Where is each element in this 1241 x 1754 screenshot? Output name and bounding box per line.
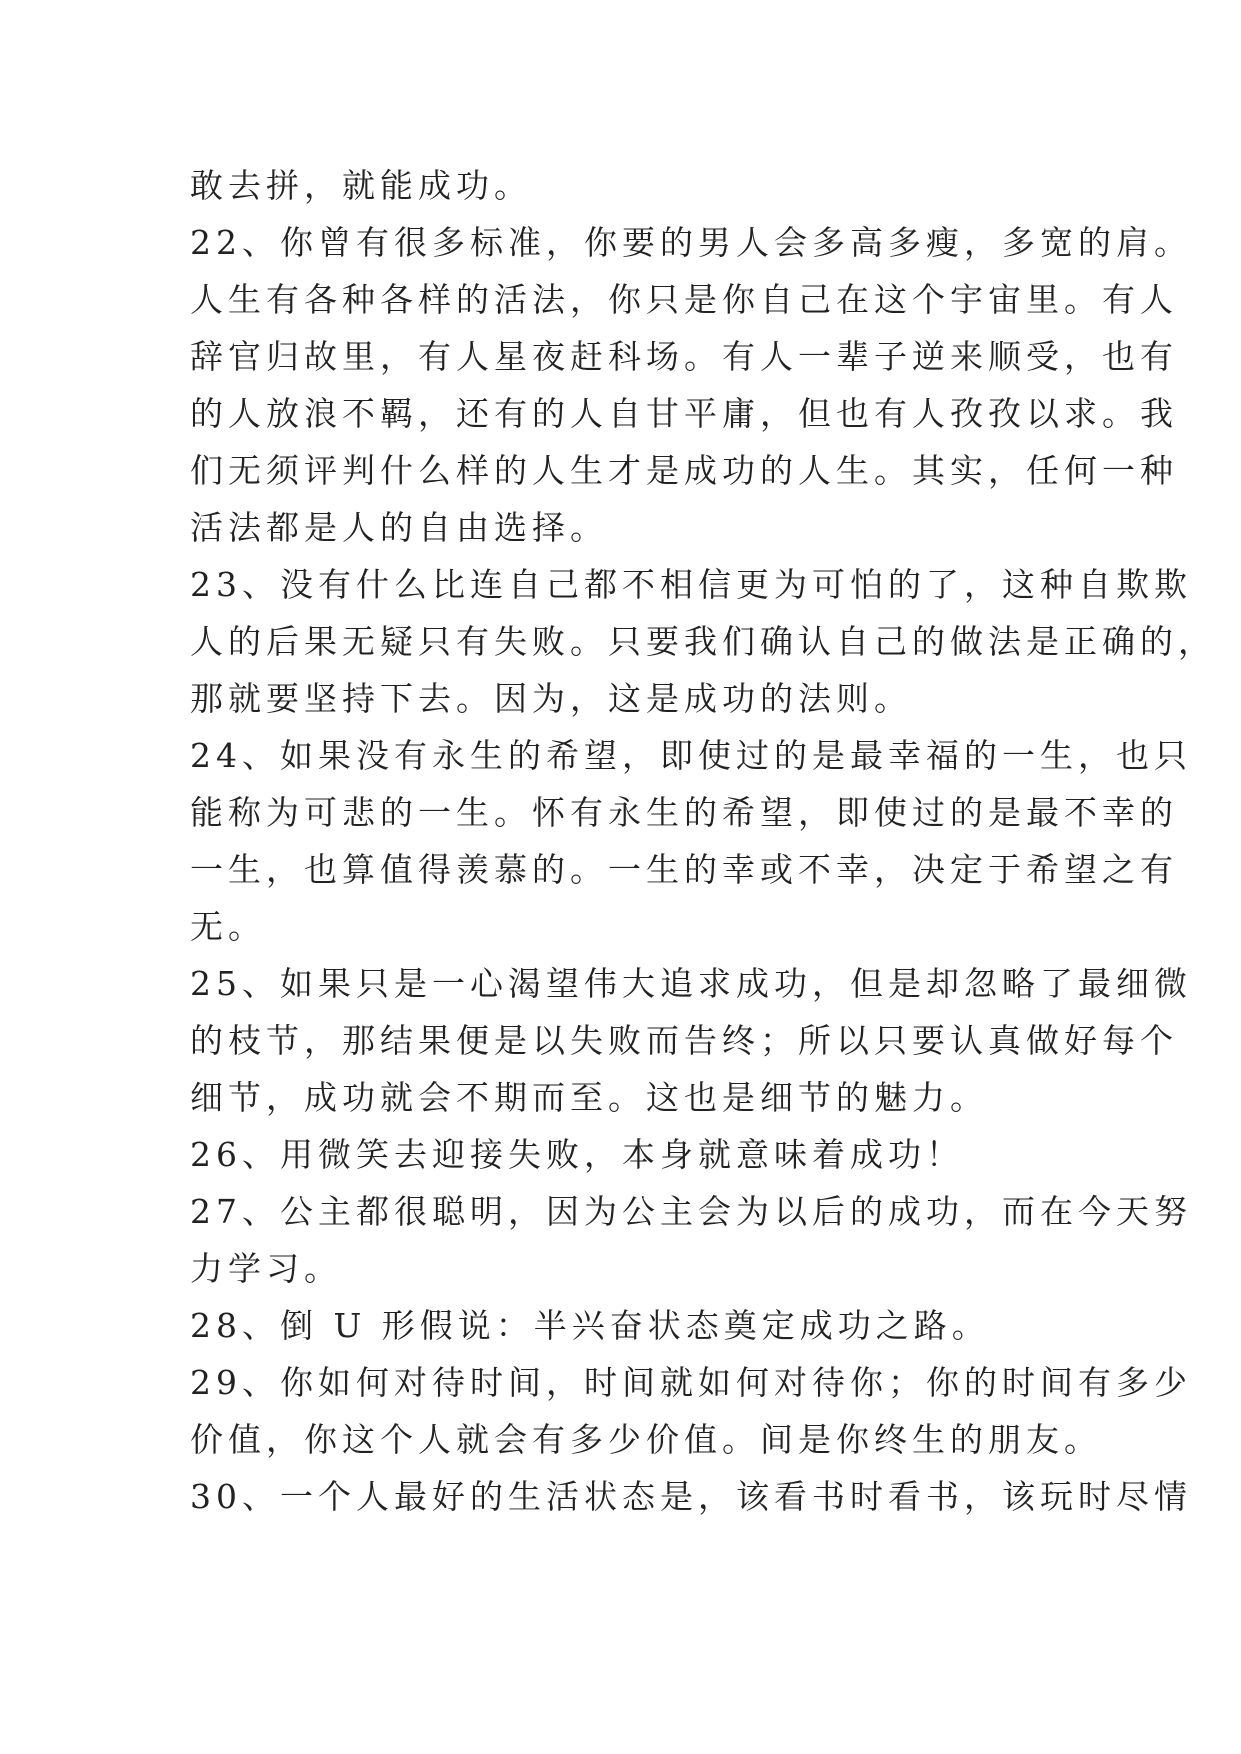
text-line: 30、一个人最好的生活状态是，该看书时看书，该玩时尽情 bbox=[190, 1477, 1192, 1516]
text-line: 的人放浪不羁，还有的人自甘平庸，但也有人孜孜以求。我 bbox=[190, 394, 1178, 433]
text-line: 23、没有什么比连自己都不相信更为可怕的了，这种自欺欺 bbox=[190, 565, 1192, 604]
text-line: 敢去拼，就能成功。 bbox=[190, 166, 532, 205]
text-line: 29、你如何对待时间，时间就如何对待你；你的时间有多少 bbox=[190, 1363, 1192, 1402]
text-line: 22、你曾有很多标准，你要的男人会多高多瘦，多宽的肩。 bbox=[190, 223, 1192, 262]
text-line: 24、如果没有永生的希望，即使过的是最幸福的一生，也只 bbox=[190, 736, 1192, 775]
text-line: 能称为可悲的一生。怀有永生的希望，即使过的是最不幸的 bbox=[190, 793, 1178, 832]
text-line: 那就要坚持下去。因为，这是成功的法则。 bbox=[190, 679, 912, 718]
text-line: 活法都是人的自由选择。 bbox=[190, 508, 608, 547]
text-line: 28、倒 U 形假说：半兴奋状态奠定成功之路。 bbox=[190, 1306, 990, 1345]
text-line: 一生，也算值得羡慕的。一生的幸或不幸，决定于希望之有 bbox=[190, 850, 1178, 889]
text-line: 力学习。 bbox=[190, 1249, 342, 1288]
text-line: 25、如果只是一心渴望伟大追求成功，但是却忽略了最细微 bbox=[190, 964, 1192, 1003]
text-line: 辞官归故里，有人星夜赶科场。有人一辈子逆来顺受，也有 bbox=[190, 337, 1178, 376]
text-line: 价值，你这个人就会有多少价值。间是你终生的朋友。 bbox=[190, 1420, 1102, 1459]
text-line: 细节，成功就会不期而至。这也是细节的魅力。 bbox=[190, 1078, 988, 1117]
text-line: 人生有各种各样的活法，你只是你自己在这个宇宙里。有人 bbox=[190, 280, 1178, 319]
text-line: 26、用微笑去迎接失败，本身就意味着成功！ bbox=[190, 1135, 964, 1174]
text-line: 们无须评判什么样的人生才是成功的人生。其实，任何一种 bbox=[190, 451, 1178, 490]
text-line: 无。 bbox=[190, 907, 266, 946]
text-line: 27、公主都很聪明，因为公主会为以后的成功，而在今天努 bbox=[190, 1192, 1192, 1231]
text-line: 人的后果无疑只有失败。只要我们确认自己的做法是正确的， bbox=[190, 622, 1216, 661]
text-line: 的枝节，那结果便是以失败而告终；所以只要认真做好每个 bbox=[190, 1021, 1178, 1060]
